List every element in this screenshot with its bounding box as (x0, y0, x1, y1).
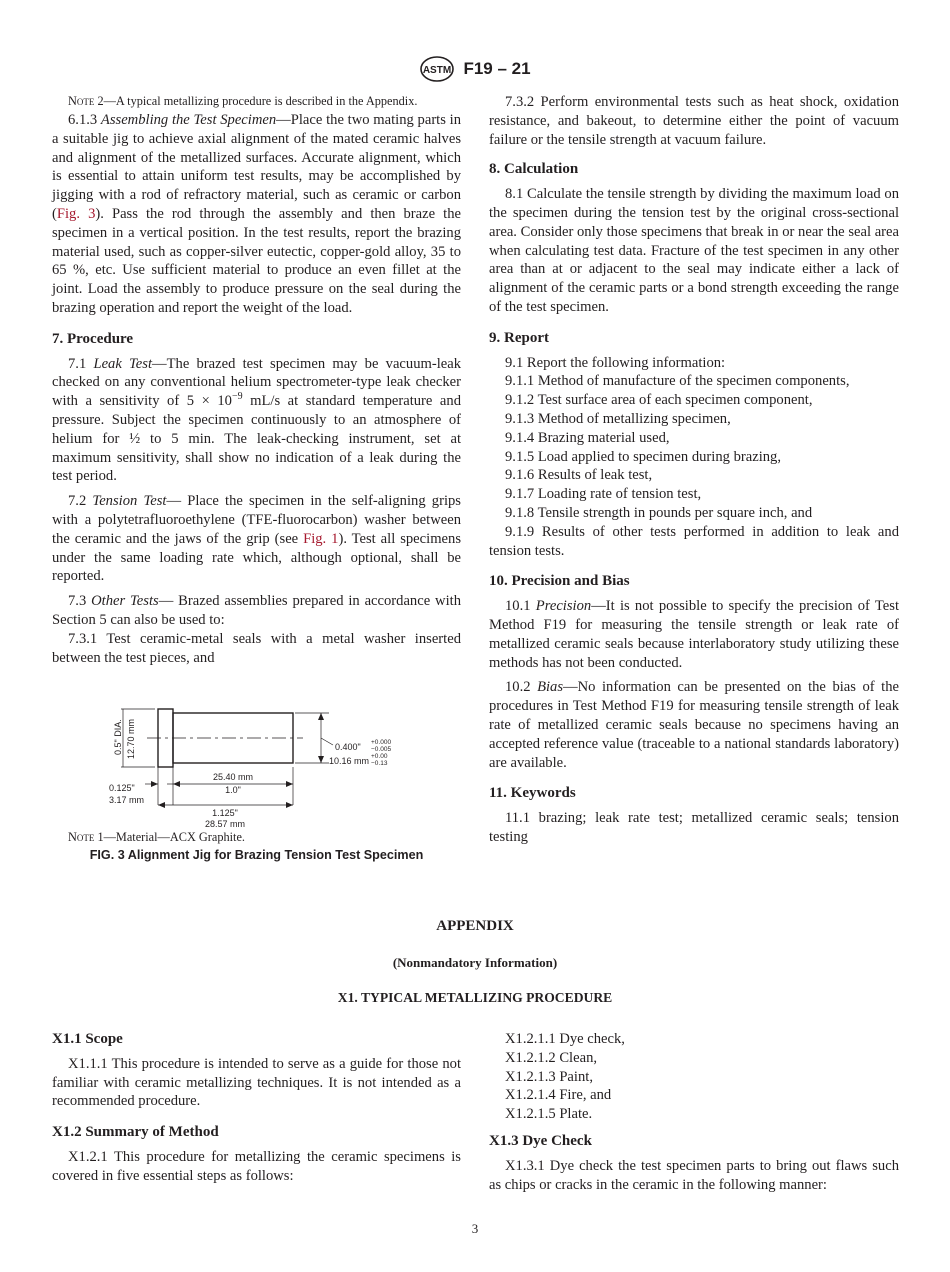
para-7-2 (52, 492, 461, 586)
report-item: 9.1.2 Test surface area of each specimen component, (505, 392, 813, 409)
para-title: Leak Test (93, 355, 153, 372)
tol-in-minus: −0.005 (371, 746, 392, 754)
note-text: —A typical metallizing procedure is described in the Appendix. (103, 94, 418, 108)
para-num: 7.2 (68, 493, 93, 510)
right-dim-mm: 10.16 mm (329, 756, 370, 767)
heading-7: 7. Procedure (52, 330, 134, 347)
report-item: 9.1.8 Tensile strength in pounds per square inch, and (505, 504, 813, 521)
report-item: 9.1.4 Brazing material used, (505, 429, 670, 446)
note-text: —Material—ACX Graphite. (103, 830, 245, 845)
para-text: — Place the specimen in the self-aligning grips with a polytetrafluoroethylene (TFE-fluorocarbon) washer between the ceramic and the jaws of the grip (see (52, 493, 461, 547)
left-column (52, 93, 461, 865)
para-x1-2-1: X1.2.1 This procedure for metallizing the ceramic specimens is covered in five essential steps as follows: (52, 1148, 461, 1184)
para-9-1-9: 9.1.9 Results of other tests performed in addition to leak and tension tests. (489, 523, 899, 559)
page-number: 3 (471, 1221, 479, 1236)
para-num: 10.1 (505, 598, 536, 615)
para-num: 7.3 (68, 593, 92, 610)
para-text: — Brazed assemblies prepared in accordance with Section 5 can also be used to: (52, 593, 461, 628)
appendix-subtitle: (Nonmandatory Information) (392, 955, 558, 970)
heading-x1-1: X1.1 Scope (52, 1031, 123, 1047)
para-text: ). Test all specimens under the same loading rate which, although optional, shall be reported. (52, 530, 461, 585)
report-item: 9.1.6 Results of leak test, (505, 467, 653, 484)
para-7-3-2: 7.3.2 Perform environmental tests such as heat shock, oxidation resistance, and bakeout, to determine either the point of vacuum failure or the tensile strength at vacuum failure. (489, 94, 899, 148)
para-title: Precision (535, 598, 592, 615)
total-in: 1.125" (212, 808, 238, 819)
para-title: Bias (537, 679, 564, 696)
fig1-link[interactable]: Fig. 1 (303, 530, 339, 547)
heading-8: 8. Calculation (489, 161, 579, 178)
report-item: 9.1.5 Load applied to specimen during brazing, (505, 448, 781, 465)
para-6-1-3 (52, 111, 461, 318)
note-label: Note 1 (68, 830, 104, 845)
superscript: −9 (231, 391, 243, 403)
page-header (0, 56, 950, 87)
report-item: 9.1.7 Loading rate of tension test, (505, 486, 702, 503)
appendix-x1-title: X1. TYPICAL METALLIZING PROCEDURE (337, 990, 613, 1005)
fig3-link[interactable]: Fig. 3 (56, 205, 96, 222)
appendix-right-column (489, 1030, 899, 1194)
flange-in: 0.125" (109, 783, 135, 794)
dia-label-mm: 12.70 mm (126, 719, 136, 760)
para-x1-1-1: X1.1.1 This procedure is intended to serve as a guide for those not familiar with ceramic metallizing techniques. It is not intended as a recommended procedure. (52, 1055, 461, 1110)
total-mm: 28.57 mm (204, 819, 246, 830)
len-mm: 25.40 mm (212, 772, 254, 783)
para-text: —Place the two mating parts in a suitable jig to achieve axial alignment of the mated ceramic halves and alignment of the metallized surfaces. Accurate alignment, which is essential to attain uniform test results, may be accomplished by jigging with a rod of refractory material, such as ceramic or carbon ( (52, 112, 461, 222)
tol-mm-plus: +0.00 (371, 753, 388, 761)
step-item: X1.2.1.2 Clean, (505, 1049, 598, 1066)
para-num: 10.2 (505, 679, 538, 696)
para-8-1: 8.1 Calculate the tensile strength by dividing the maximum load on the specimen during the tension test by the original cross-sectional area. Consider only those specimens that break in or near the seal area when calculating test data. Fracture of the test specimen in any other area than at or adjacent to the seal may indicate either a lack of alignment of the ceramic parts or a bond strength exceeding the range of the test specimen. (489, 186, 899, 315)
note-1 (52, 829, 461, 845)
note-label: Note 2 (68, 94, 104, 108)
figure-3 (52, 689, 461, 829)
report-item: 9.1.1 Method of manufacture of the specimen components, (505, 373, 850, 390)
para-text: —The brazed test specimen may be vacuum-leak checked on any conventional helium spectrometer-type leak checker with a sensitivity of 5 × 10 (52, 355, 462, 410)
para-7-1 (52, 355, 461, 487)
appendix-left-column (52, 1030, 461, 1186)
step-item: X1.2.1.3 Paint, (505, 1068, 593, 1085)
para-10-2 (489, 678, 899, 772)
designation: F19 – 21 (463, 59, 531, 78)
para-10-1 (489, 597, 899, 672)
para-text: mL/s at standard temperature and pressure. Subject the specimen continuously to an atmosphere of helium for ½ to 5 min. The leak-checking instrument, set at maximum sensitivity, shall show no indication of a leak during the test period. (52, 393, 461, 485)
right-column (489, 93, 899, 847)
para-title: Other Tests (91, 593, 159, 610)
para-7-3 (52, 592, 461, 630)
flange-mm: 3.17 mm (109, 795, 145, 806)
appendix-title: APPENDIX (436, 918, 514, 934)
astm-logo-icon (419, 56, 455, 82)
report-item: 9.1 Report the following information: (505, 354, 726, 371)
step-item: X1.2.1.4 Fire, and (505, 1087, 612, 1104)
note-2 (52, 93, 461, 109)
para-num: 7.1 (68, 355, 94, 372)
right-dim-in: 0.400" (335, 742, 361, 753)
jig-drawing (107, 689, 407, 831)
figure-caption: FIG. 3 Alignment Jig for Brazing Tension Test Specimen (89, 848, 424, 863)
heading-x1-2: X1.2 Summary of Method (52, 1124, 219, 1141)
heading-10: 10. Precision and Bias (489, 573, 630, 590)
para-7-3-1: 7.3.1 Test ceramic-metal seals with a metal washer inserted between the test pieces, and (52, 630, 461, 666)
para-text: —No information can be presented on the bias of the procedures in Test Method F19 for measuring tensile strength of leak rate of metallized ceramic seals because no specimens having an accepted reference value (traceable to a national standards laboratory) are available. (489, 679, 900, 771)
tol-in-plus: +0.000 (371, 739, 392, 747)
heading-11: 11. Keywords (489, 785, 576, 802)
report-list (489, 354, 899, 523)
tol-mm-minus: −0.13 (371, 760, 388, 768)
logo-text: ASTM (423, 65, 452, 76)
step-item: X1.2.1.5 Plate. (505, 1106, 593, 1123)
para-num: 6.1.3 (68, 112, 101, 128)
dia-label-in: 0.5" DIA. (113, 719, 123, 756)
para-text: ). Pass the rod through the assembly and then braze the specimen in a vertical position. In the test results, report the brazing material used, such as copper-silver eutectic, copper-gold alloy, 35 to 65 %, etc. Use sufficient material to produce an even fillet at the joint. Load the assembly to produce pressure on the seal during the brazing operation and report the weight of the load. (52, 205, 462, 316)
heading-9: 9. Report (489, 329, 549, 346)
step-item: X1.2.1.1 Dye check, (505, 1031, 625, 1047)
para-11-1: 11.1 brazing; leak rate test; metallized ceramic seals; tension testing (489, 810, 899, 845)
len-in: 1.0" (225, 785, 241, 796)
para-x1-3-1: X1.3.1 Dye check the test specimen parts to bring out flaws such as chips or cracks in the ceramic in the following manner: (489, 1157, 899, 1193)
para-title: Tension Test (92, 493, 167, 510)
para-title: Assembling the Test Specimen (100, 112, 277, 128)
para-text: —It is not possible to specify the precision of Test Method F19 for measuring the tensile strength or leak rate of metallized ceramic seals because interlaboratory study utilizing these methods has not been conducted. (489, 598, 899, 671)
report-item: 9.1.3 Method of metallizing specimen, (505, 410, 731, 427)
heading-x1-3: X1.3 Dye Check (489, 1132, 592, 1149)
